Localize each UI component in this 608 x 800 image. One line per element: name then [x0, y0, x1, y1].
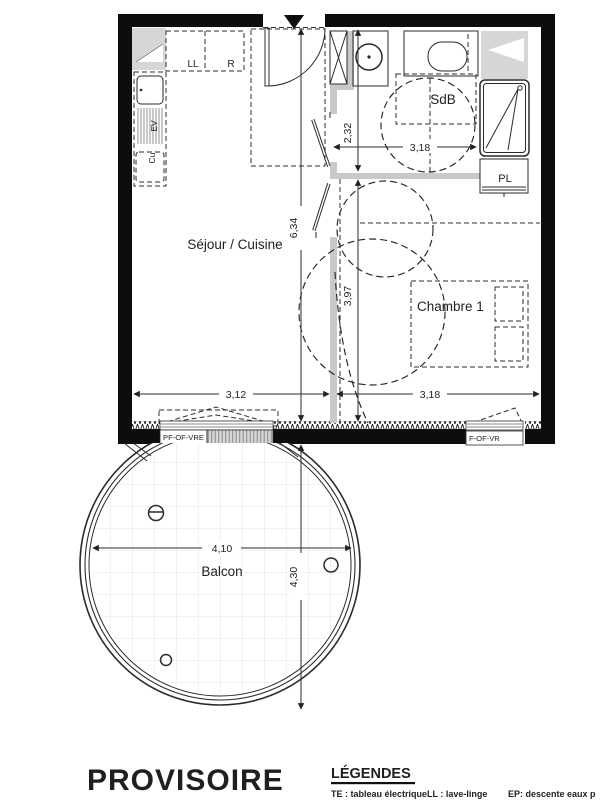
wall-top-right — [325, 14, 555, 27]
bathtub — [404, 31, 478, 76]
wall-bottom-mid — [273, 429, 466, 444]
wall-top-left — [118, 14, 263, 27]
watermark: PROVISOIRE — [87, 764, 284, 797]
duct-corner — [481, 31, 528, 79]
closet-label: PL — [498, 173, 512, 185]
legend-underline — [331, 782, 415, 784]
bathroom-door — [312, 112, 330, 167]
balcony-label: Balcon — [201, 564, 243, 579]
dim-sdb-height: 2,32 — [342, 122, 354, 144]
turning-circle-hall — [337, 181, 433, 277]
dim-chambre-width: 3,18 — [419, 389, 441, 401]
sink-label: EV — [149, 120, 159, 132]
window-sejour — [159, 407, 278, 444]
wall-bottom-right — [525, 429, 555, 444]
dim-sejour-width: 3,12 — [225, 389, 247, 401]
kitchen-block — [132, 28, 244, 186]
window-bedroom-label: F-OF-VR — [469, 434, 500, 443]
shutter-box — [207, 430, 273, 444]
closet — [480, 159, 528, 197]
bed — [411, 281, 528, 367]
washer-label: LL — [187, 59, 199, 70]
wall-bottom-left — [118, 429, 160, 444]
window-sejour-label: PF-OF-VRE — [163, 433, 204, 442]
legend-item-ll: LL : lave-linge — [427, 789, 488, 799]
wall-left — [118, 14, 132, 443]
window-bedroom — [466, 408, 523, 445]
wall-right — [541, 14, 555, 443]
dim-balcon-width: 4,10 — [211, 543, 233, 555]
nightstand — [495, 327, 523, 361]
bathroom — [330, 31, 529, 197]
dim-chambre-height: 3,97 — [342, 285, 354, 307]
legend-item-te: TE : tableau électrique — [331, 789, 428, 799]
balcony — [80, 425, 360, 705]
entrance-triangle-icon — [284, 15, 304, 29]
fridge-label: R — [227, 59, 235, 70]
shower — [480, 80, 529, 156]
partitions — [330, 31, 480, 423]
bathroom-label: SdB — [430, 92, 456, 107]
bedroom-door — [313, 183, 330, 238]
dim-sejour-height: 6,34 — [288, 217, 300, 239]
dim-balcon-depth: 4,30 — [288, 566, 300, 588]
entrance-door — [251, 28, 325, 167]
footer — [87, 764, 596, 799]
bedroom-label: Chambre 1 — [417, 299, 484, 314]
living-room-label: Séjour / Cuisine — [187, 237, 283, 252]
cooker-label: Cu — [147, 152, 157, 164]
nightstand — [495, 287, 523, 321]
legend-title: LÉGENDES — [331, 766, 411, 782]
entry-zone — [251, 29, 325, 166]
legend-item-ep: EP: descente eaux p — [508, 789, 596, 799]
turning-circle-sdb — [381, 78, 475, 172]
dim-sdb-width: 3,18 — [409, 142, 431, 154]
duct-box — [330, 31, 347, 84]
